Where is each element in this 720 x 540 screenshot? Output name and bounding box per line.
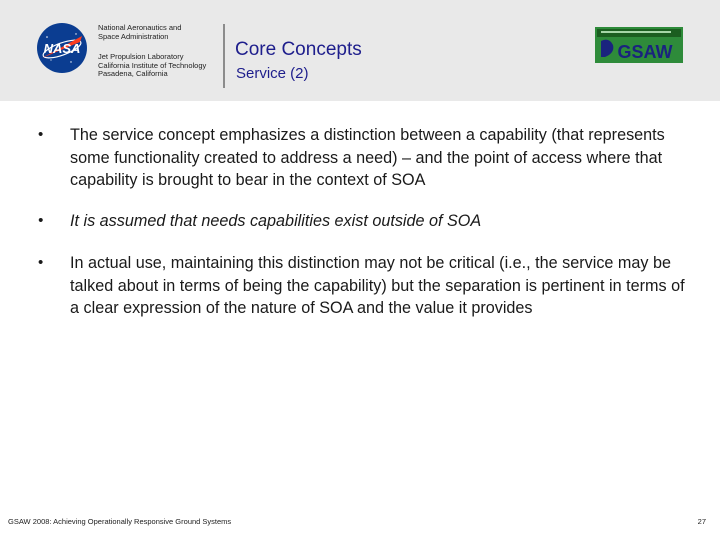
bullet-item xyxy=(38,210,688,233)
org-line: Jet Propulsion Laboratory xyxy=(98,52,184,62)
bullet-text: The service concept emphasizes a distinction between a capability (that represents some functionality created to address a need) – and the point of access where that capability is brought to bear in the context of SOA xyxy=(70,126,665,189)
bullet-text: It is assumed that needs capabilities exist outside of SOA xyxy=(70,211,482,230)
org-line: California Institute of Technology xyxy=(98,60,207,70)
bullet-item xyxy=(38,252,688,320)
header-divider xyxy=(223,24,225,88)
nasa-logo-text: NASA xyxy=(43,41,81,56)
slide-title: Core Concepts xyxy=(235,39,362,60)
nasa-logo-icon xyxy=(36,22,88,74)
slide-header xyxy=(0,0,720,101)
slide-subtitle: Service (2) xyxy=(236,65,309,82)
organization-block xyxy=(98,24,223,79)
gsaw-logo-text: GSAW xyxy=(617,42,673,62)
gsaw-logo-icon xyxy=(595,27,683,63)
bullet-list xyxy=(38,124,688,320)
org-line: Space Administration xyxy=(98,31,169,41)
bullet-icon: • xyxy=(38,211,44,229)
bullet-icon: • xyxy=(38,254,44,271)
footer-text: GSAW 2008: Achieving Operationally Responsive Ground Systems xyxy=(8,517,232,526)
page-number: 27 xyxy=(697,517,706,526)
bullet-text: In actual use, maintaining this distinction may not be critical (i.e., the service may be talked about in terms of being the capability) but the separation is pertinent in terms of a clear expression of the nature of SOA and the value it provides xyxy=(70,254,685,317)
org-line: Pasadena, California xyxy=(98,69,168,79)
org-line: National Aeronautics and xyxy=(98,23,182,32)
bullet-item xyxy=(38,124,688,192)
bullet-icon: • xyxy=(38,126,44,143)
